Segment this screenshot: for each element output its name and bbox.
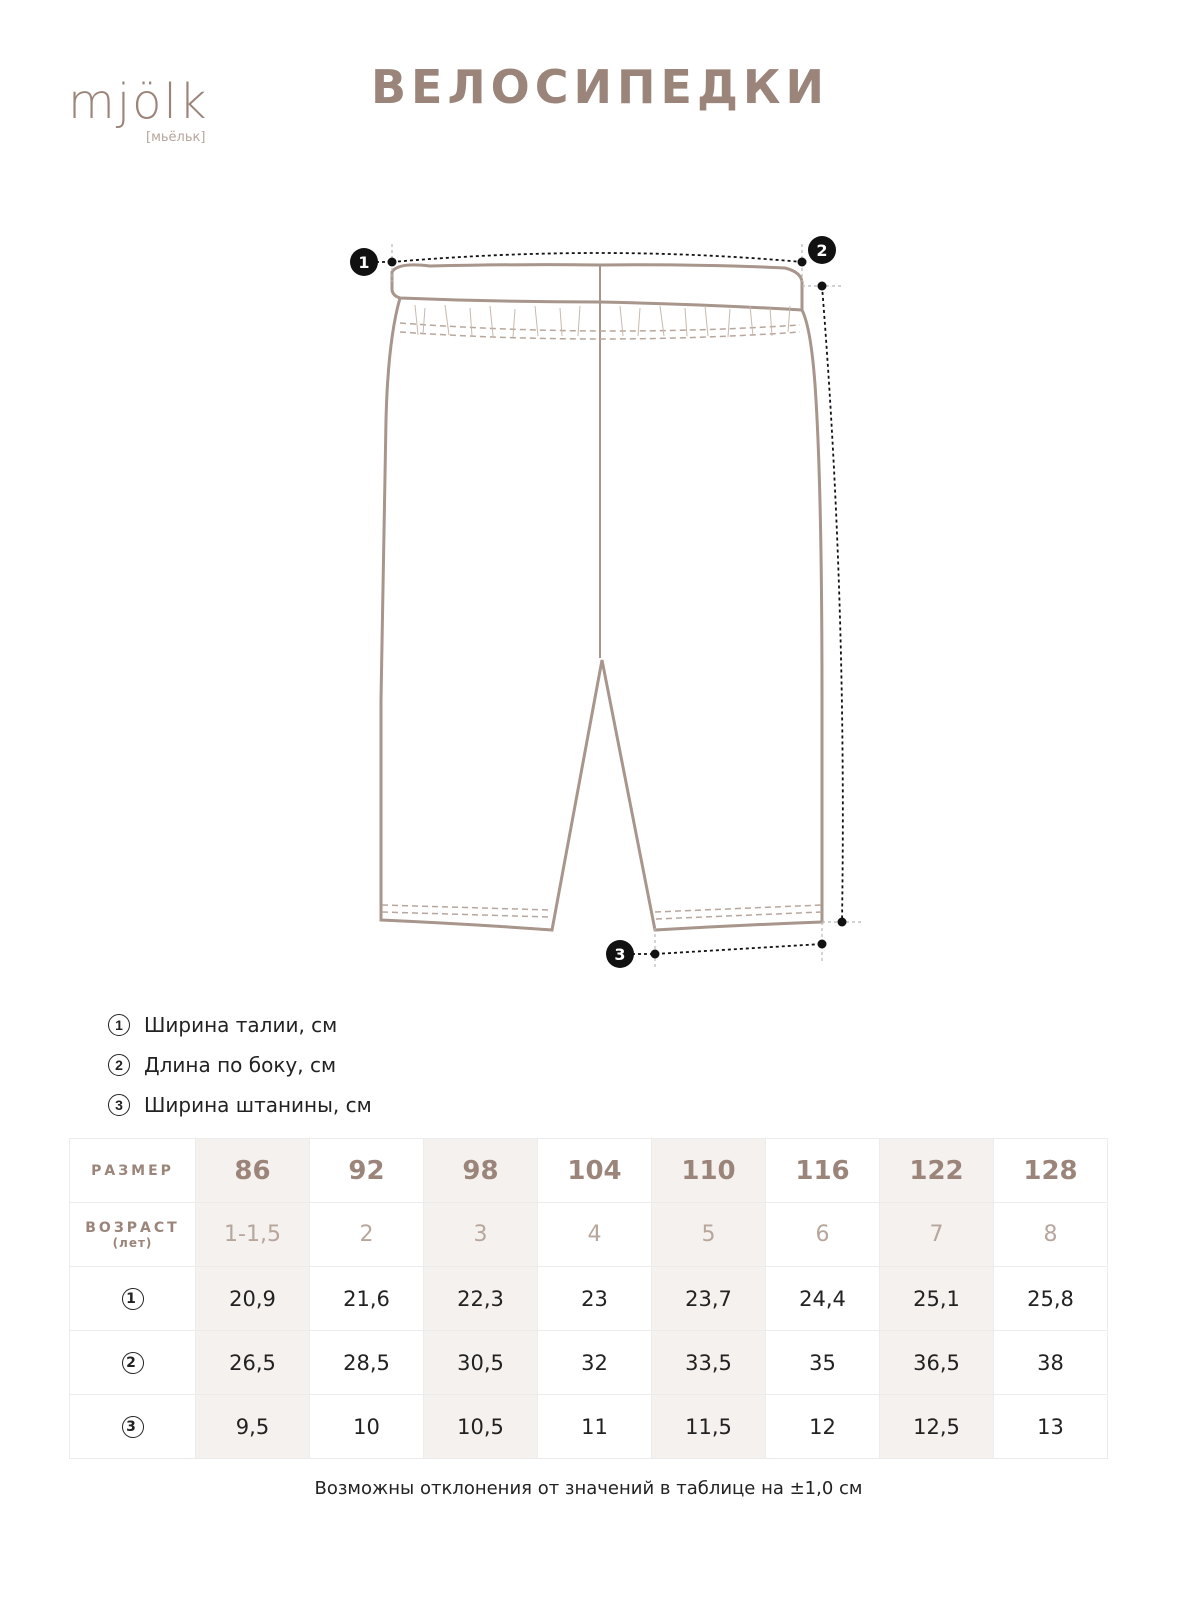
waist-measure-line [392, 253, 802, 262]
marker-2-label: 2 [816, 241, 828, 260]
tolerance-note: Возможны отклонения от значений в таблице на ±1,0 см [314, 1478, 863, 1499]
size-cell: 128 [994, 1139, 1108, 1203]
page-title: ВЕЛОСИПЕДКИ [370, 60, 830, 114]
age-cell: 6 [766, 1203, 880, 1267]
value-cell: 11 [538, 1395, 652, 1459]
value-cell: 30,5 [424, 1331, 538, 1395]
legend-number-icon: 2 [108, 1054, 130, 1076]
value-cell: 35 [766, 1331, 880, 1395]
value-cell: 26,5 [196, 1331, 310, 1395]
leg-width-measure-line [620, 944, 822, 954]
legend-item [108, 1005, 372, 1045]
size-table [69, 1138, 1108, 1459]
waist-gathers [415, 305, 790, 337]
value-cell: 13 [994, 1395, 1108, 1459]
value-cell: 36,5 [880, 1331, 994, 1395]
brand-name: mjölk [68, 74, 209, 130]
side-length-measure-line [822, 286, 843, 922]
value-cell: 10,5 [424, 1395, 538, 1459]
waistband-outline [392, 265, 802, 310]
value-cell: 22,3 [424, 1267, 538, 1331]
legend-item [108, 1085, 372, 1125]
value-cell: 23,7 [652, 1267, 766, 1331]
row-number-cell [70, 1395, 196, 1459]
value-cell: 23 [538, 1267, 652, 1331]
value-cell: 38 [994, 1331, 1108, 1395]
age-cell: 7 [880, 1203, 994, 1267]
age-cell: 8 [994, 1203, 1108, 1267]
age-unit: (лет) [112, 1235, 153, 1250]
value-cell: 10 [310, 1395, 424, 1459]
row-number-icon: 3 [122, 1416, 144, 1438]
value-cell: 28,5 [310, 1331, 424, 1395]
value-cell: 12,5 [880, 1395, 994, 1459]
age-cell: 4 [538, 1203, 652, 1267]
size-cell: 116 [766, 1139, 880, 1203]
age-cell: 5 [652, 1203, 766, 1267]
legend-item [108, 1045, 372, 1085]
size-cell: 122 [880, 1139, 994, 1203]
marker-3-label: 3 [614, 945, 626, 964]
waist-row [70, 1267, 1108, 1331]
value-cell: 24,4 [766, 1267, 880, 1331]
shorts-body-outline [381, 298, 822, 930]
value-cell: 25,8 [994, 1267, 1108, 1331]
side-length-row [70, 1331, 1108, 1395]
hem-stitching-right [655, 905, 822, 919]
legend-label: Длина по боку, см [144, 1053, 337, 1077]
value-cell: 25,1 [880, 1267, 994, 1331]
legend-label: Ширина штанины, см [144, 1093, 372, 1117]
value-cell: 20,9 [196, 1267, 310, 1331]
age-row [70, 1203, 1108, 1267]
marker-1-label: 1 [358, 253, 370, 272]
size-header: РАЗМЕР [70, 1139, 196, 1203]
legend-number-icon: 1 [108, 1014, 130, 1036]
size-cell: 110 [652, 1139, 766, 1203]
row-number-cell [70, 1331, 196, 1395]
size-cell: 98 [424, 1139, 538, 1203]
value-cell: 32 [538, 1331, 652, 1395]
value-cell: 12 [766, 1395, 880, 1459]
age-cell: 2 [310, 1203, 424, 1267]
leg-width-row [70, 1395, 1108, 1459]
row-number-icon: 1 [122, 1288, 144, 1310]
legend-label: Ширина талии, см [144, 1013, 338, 1037]
value-cell: 9,5 [196, 1395, 310, 1459]
size-row [70, 1139, 1108, 1203]
size-cell: 104 [538, 1139, 652, 1203]
size-cell: 92 [310, 1139, 424, 1203]
age-header [70, 1203, 196, 1267]
value-cell: 11,5 [652, 1395, 766, 1459]
brand-subtitle: [мьёльк] [146, 130, 206, 145]
legend-number-icon: 3 [108, 1094, 130, 1116]
legend [108, 1005, 372, 1125]
value-cell: 33,5 [652, 1331, 766, 1395]
row-number-icon: 2 [122, 1352, 144, 1374]
age-cell: 3 [424, 1203, 538, 1267]
size-cell: 86 [196, 1139, 310, 1203]
age-label: ВОЗРАСТ [85, 1219, 180, 1236]
age-cell: 1-1,5 [196, 1203, 310, 1267]
value-cell: 21,6 [310, 1267, 424, 1331]
row-number-cell [70, 1267, 196, 1331]
hem-stitching-left [382, 905, 550, 917]
